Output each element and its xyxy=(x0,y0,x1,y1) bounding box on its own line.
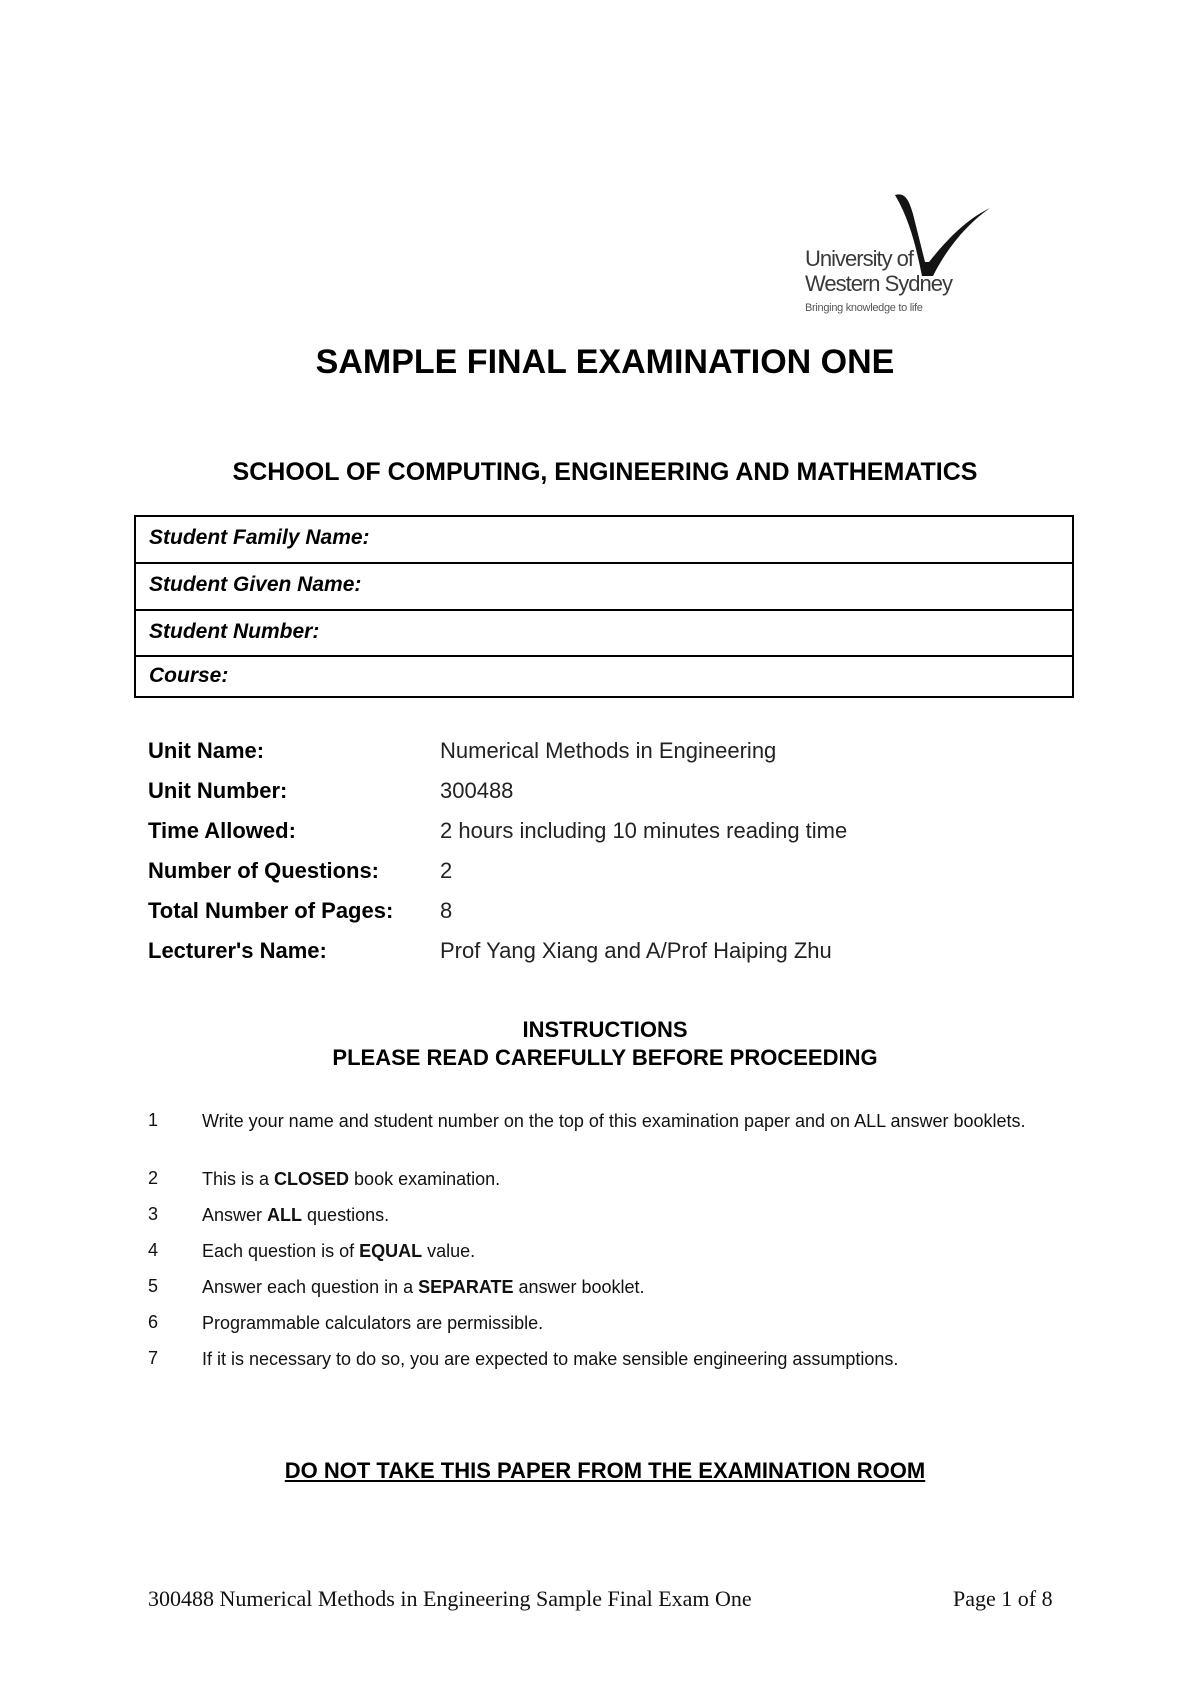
instruction-text-part: book examination. xyxy=(349,1169,501,1189)
detail-row xyxy=(148,778,1048,818)
instruction-text-part: Each question is of xyxy=(202,1241,360,1261)
detail-row xyxy=(148,938,1048,978)
time-allowed-label: Time Allowed: xyxy=(148,818,296,843)
unit-name-label: Unit Name: xyxy=(148,738,265,763)
unit-name-value: Numerical Methods in Engineering xyxy=(440,738,777,763)
instruction-number: 7 xyxy=(148,1348,159,1368)
instruction-text xyxy=(202,1276,1062,1298)
number-of-questions-label: Number of Questions: xyxy=(148,858,380,883)
instruction-text-part: This is a xyxy=(202,1169,275,1189)
instruction-text xyxy=(202,1168,1062,1190)
instruction-text-part: answer booklet. xyxy=(513,1277,645,1297)
instruction-text-part: Answer xyxy=(202,1205,268,1225)
instruction-number: 3 xyxy=(148,1204,159,1224)
unit-number-value: 300488 xyxy=(440,778,514,803)
instruction-text-part: Programmable calculators are permissible. xyxy=(202,1313,544,1333)
instruction-text-part: If it is necessary to do so, you are expected to make sensible engineering assumptions. xyxy=(202,1349,899,1369)
instruction-text xyxy=(202,1204,1062,1226)
university-logo xyxy=(800,192,1000,322)
student-info-box xyxy=(134,515,1074,698)
footer-unit-title: 300488 Numerical Methods in Engineering Sample Final Exam One xyxy=(148,1586,752,1611)
instruction-emphasis: ALL xyxy=(267,1205,303,1225)
instruction-text xyxy=(202,1312,1062,1334)
lecturer-name-label: Lecturer's Name: xyxy=(148,938,327,963)
footer-page-number: Page 1 of 8 xyxy=(953,1586,1053,1611)
course-row[interactable] xyxy=(134,655,1074,698)
detail-row xyxy=(148,738,1048,778)
instruction-text-part: Answer each question in a xyxy=(202,1277,419,1297)
instruction-emphasis: EQUAL xyxy=(359,1241,423,1261)
instruction-number: 2 xyxy=(148,1168,159,1188)
student-number-label: Student Number: xyxy=(149,620,320,643)
detail-row xyxy=(148,898,1048,938)
student-family-name-row[interactable] xyxy=(134,515,1074,564)
instruction-text xyxy=(202,1348,1062,1370)
course-label: Course: xyxy=(149,664,229,687)
exam-room-notice: DO NOT TAKE THIS PAPER FROM THE EXAMINATION ROOM xyxy=(284,1458,926,1483)
university-name xyxy=(805,246,952,296)
university-tagline: Bringing knowledge to life xyxy=(805,302,923,314)
instructions-subheading: PLEASE READ CAREFULLY BEFORE PROCEEDING xyxy=(332,1045,878,1070)
instruction-text-part: Write your name and student number on the top of this examination paper and on ALL answer booklets. xyxy=(202,1111,1026,1131)
page-title: SAMPLE FINAL EXAMINATION ONE xyxy=(315,343,895,381)
instruction-text xyxy=(202,1240,1062,1262)
instruction-number: 1 xyxy=(148,1110,159,1130)
instruction-emphasis: SEPARATE xyxy=(418,1277,514,1297)
instruction-number: 4 xyxy=(148,1240,159,1260)
instruction-text xyxy=(202,1110,1062,1132)
total-pages-value: 8 xyxy=(440,898,453,923)
student-family-name-label: Student Family Name: xyxy=(149,526,370,549)
instruction-number: 6 xyxy=(148,1312,159,1332)
student-given-name-row[interactable] xyxy=(134,562,1074,611)
instructions-heading: INSTRUCTIONS xyxy=(522,1017,688,1042)
detail-row xyxy=(148,818,1048,858)
instruction-number: 5 xyxy=(148,1276,159,1296)
time-allowed-value: 2 hours including 10 minutes reading time xyxy=(440,818,848,843)
unit-number-label: Unit Number: xyxy=(148,778,288,803)
instruction-text-part: value. xyxy=(422,1241,476,1261)
student-given-name-label: Student Given Name: xyxy=(149,573,362,596)
instruction-emphasis: CLOSED xyxy=(274,1169,350,1189)
number-of-questions-value: 2 xyxy=(440,858,453,883)
university-name-line2: Western Sydney xyxy=(805,271,953,296)
lecturer-name-value: Prof Yang Xiang and A/Prof Haiping Zhu xyxy=(440,938,832,963)
detail-row xyxy=(148,858,1048,898)
student-number-row[interactable] xyxy=(134,609,1074,657)
instruction-text-part: questions. xyxy=(302,1205,390,1225)
university-name-line1: University of xyxy=(805,246,914,271)
school-name: SCHOOL OF COMPUTING, ENGINEERING AND MATHEMATICS xyxy=(232,458,978,486)
total-pages-label: Total Number of Pages: xyxy=(148,898,394,923)
unit-details xyxy=(148,738,1048,978)
